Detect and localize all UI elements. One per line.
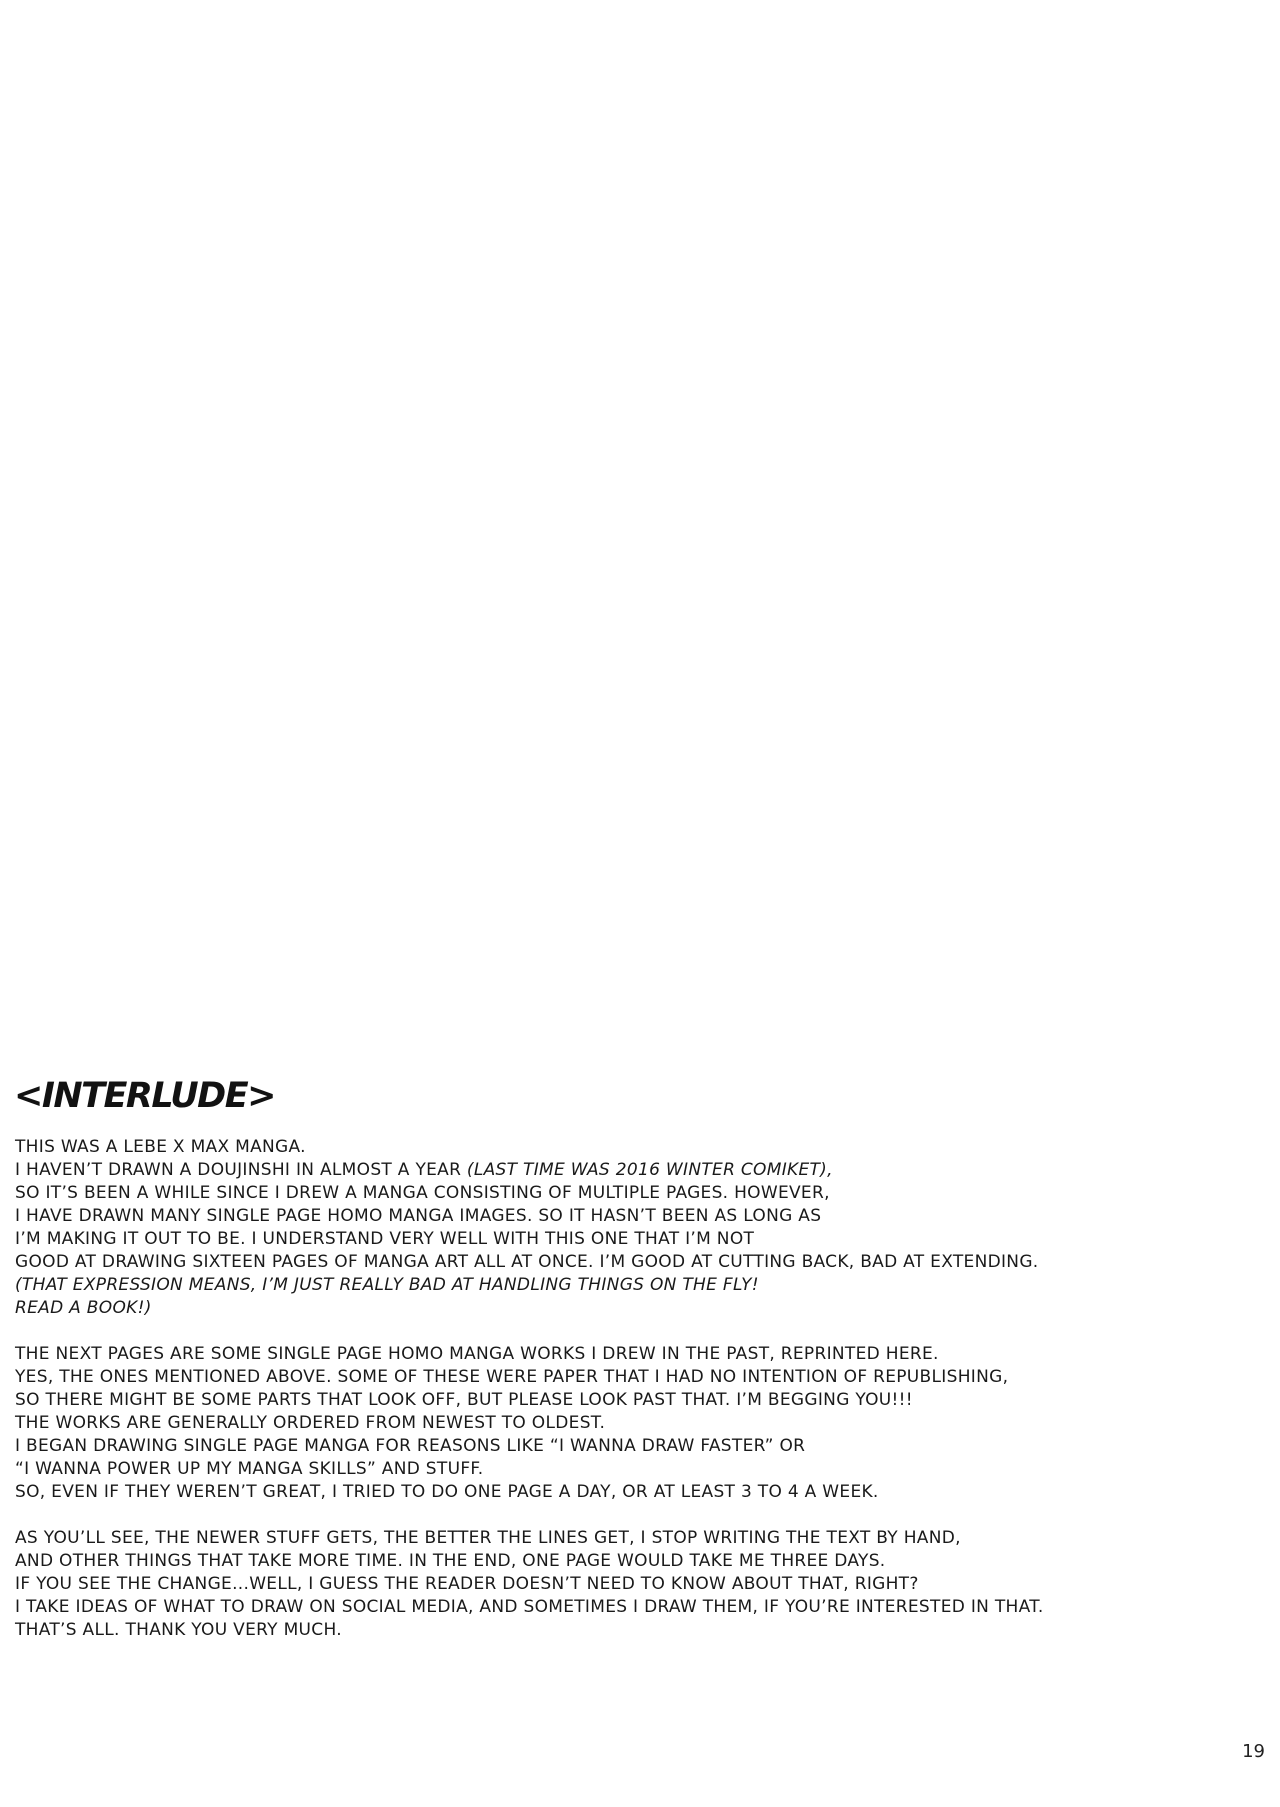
text-line [15,1205,1265,1228]
text-line [15,1343,1265,1366]
text-line [15,1435,1265,1458]
text-segment: THAT’S ALL. THANK YOU VERY MUCH. [15,1620,342,1640]
text-line [15,1366,1265,1389]
text-line [15,1550,1265,1573]
body-text [15,1136,1265,1665]
text-line [15,1297,1265,1320]
text-line [15,1458,1265,1481]
text-segment: I TAKE IDEAS OF WHAT TO DRAW ON SOCIAL MEDIA, AND SOMETIMES I DRAW THEM, IF YOU’RE INTERESTED IN THAT. [15,1597,1044,1617]
text-line [15,1596,1265,1619]
text-line [15,1228,1265,1251]
interlude-heading: <INTERLUDE> [14,1076,275,1116]
paragraph [15,1527,1265,1642]
text-line [15,1274,1265,1297]
text-line [15,1251,1265,1274]
text-segment: THIS WAS A LEBE X MAX MANGA. [15,1137,306,1157]
text-line [15,1412,1265,1435]
paragraph [15,1343,1265,1504]
text-line [15,1136,1265,1159]
text-segment: I BEGAN DRAWING SINGLE PAGE MANGA FOR REASONS LIKE “I WANNA DRAW FASTER” OR [15,1436,806,1456]
text-segment: YES, THE ONES MENTIONED ABOVE. SOME OF THESE WERE PAPER THAT I HAD NO INTENTION OF REPUBLISHING, [15,1367,1009,1387]
text-segment: AS YOU’LL SEE, THE NEWER STUFF GETS, THE BETTER THE LINES GET, I STOP WRITING THE TEXT BY HAND, [15,1528,961,1548]
text-segment: THE WORKS ARE GENERALLY ORDERED FROM NEWEST TO OLDEST. [15,1413,606,1433]
text-segment-italic: (LAST TIME WAS 2016 WINTER COMIKET), [466,1160,833,1180]
text-segment-italic: READ A BOOK!) [15,1298,152,1318]
text-segment: SO THERE MIGHT BE SOME PARTS THAT LOOK OFF, BUT PLEASE LOOK PAST THAT. I’M BEGGING YOU!!! [15,1390,913,1410]
text-segment: SO IT’S BEEN A WHILE SINCE I DREW A MANGA CONSISTING OF MULTIPLE PAGES. HOWEVER, [15,1183,830,1203]
text-line [15,1481,1265,1504]
text-segment-italic: (THAT EXPRESSION MEANS, I’M JUST REALLY BAD AT HANDLING THINGS ON THE FLY! [15,1275,759,1295]
text-segment: “I WANNA POWER UP MY MANGA SKILLS” AND STUFF. [15,1459,484,1479]
text-line [15,1182,1265,1205]
text-segment: THE NEXT PAGES ARE SOME SINGLE PAGE HOMO MANGA WORKS I DREW IN THE PAST, REPRINTED HERE. [15,1344,939,1364]
text-segment: I HAVE DRAWN MANY SINGLE PAGE HOMO MANGA IMAGES. SO IT HASN’T BEEN AS LONG AS [15,1206,822,1226]
text-line [15,1389,1265,1412]
text-line [15,1619,1265,1642]
text-segment: AND OTHER THINGS THAT TAKE MORE TIME. IN THE END, ONE PAGE WOULD TAKE ME THREE DAYS. [15,1551,886,1571]
text-segment: I HAVEN’T DRAWN A DOUJINSHI IN ALMOST A YEAR [15,1160,467,1180]
text-segment: IF YOU SEE THE CHANGE...WELL, I GUESS THE READER DOESN’T NEED TO KNOW ABOUT THAT, RIGHT? [15,1574,919,1594]
text-line [15,1573,1265,1596]
page-number: 19 [1242,1741,1265,1762]
text-segment: SO, EVEN IF THEY WEREN’T GREAT, I TRIED TO DO ONE PAGE A DAY, OR AT LEAST 3 TO 4 A WEEK. [15,1482,879,1502]
paragraph [15,1136,1265,1320]
text-line [15,1159,1265,1182]
text-segment: I’M MAKING IT OUT TO BE. I UNDERSTAND VERY WELL WITH THIS ONE THAT I’M NOT [15,1229,755,1249]
text-line [15,1527,1265,1550]
text-segment: GOOD AT DRAWING SIXTEEN PAGES OF MANGA ART ALL AT ONCE. I’M GOOD AT CUTTING BACK, BAD AT EXTENDING. [15,1252,1039,1272]
